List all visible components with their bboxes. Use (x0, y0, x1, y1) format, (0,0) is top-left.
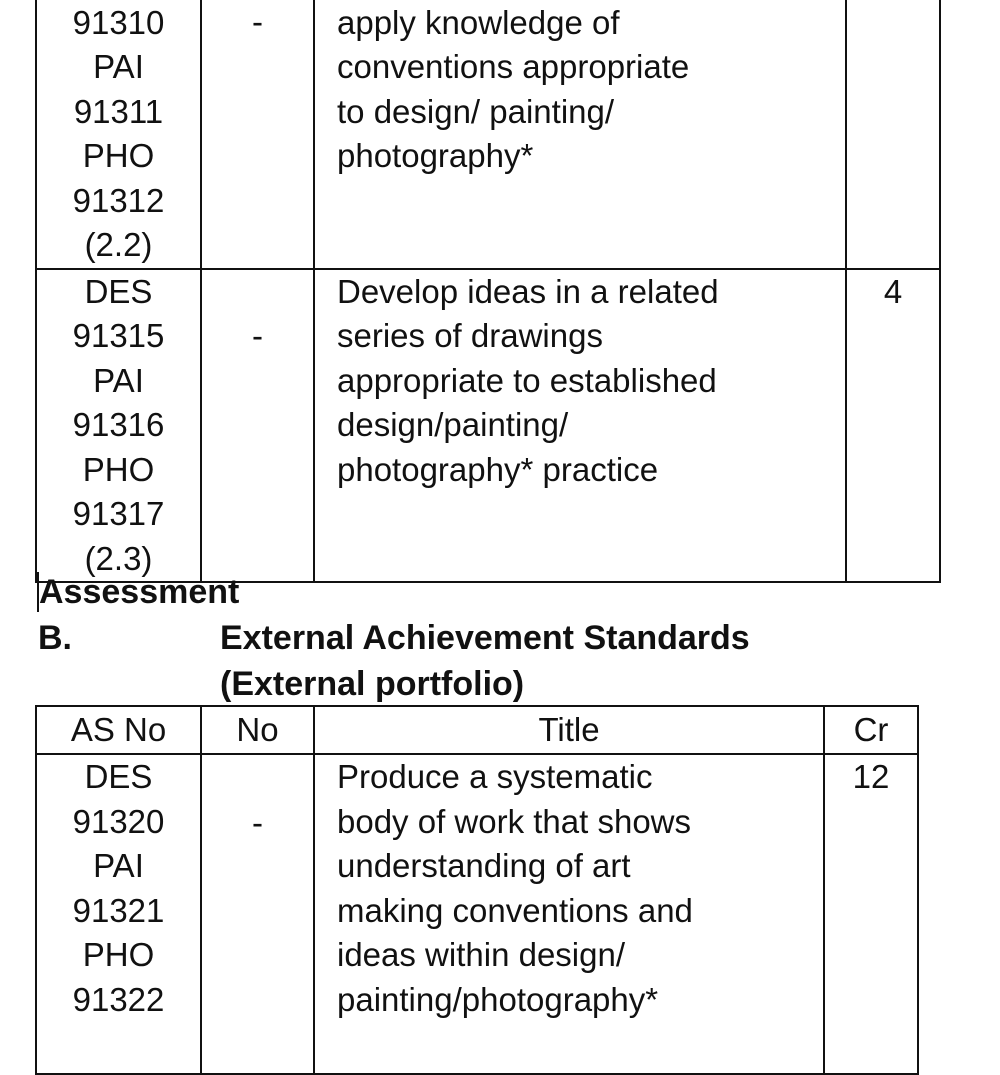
credits-cell: 12 (824, 754, 918, 1074)
title-line: Produce a systematic (337, 758, 653, 795)
title-line: painting/photography* (337, 980, 659, 1018)
as-no-line: DES (84, 758, 153, 795)
as-no-line: PHO (82, 137, 155, 174)
as-no-line: 91320 (72, 802, 165, 840)
title-line: conventions appropriate (337, 48, 690, 85)
credits-cell (846, 0, 940, 269)
assessment-heading: Assessment (39, 573, 240, 611)
as-no-cell (36, 0, 201, 269)
no-cell (201, 0, 314, 269)
table-header-row (36, 706, 918, 754)
no-value: - (252, 316, 263, 354)
no-cell (201, 269, 314, 583)
as-no-line: 91322 (72, 980, 165, 1018)
no-cell (201, 754, 314, 1074)
table-row (36, 269, 940, 583)
as-no-cell (36, 269, 201, 583)
table-row (36, 754, 918, 1074)
title-line: understanding of art (337, 847, 631, 884)
as-no-line: 91317 (72, 495, 165, 532)
as-no-line: (2.3) (84, 539, 153, 577)
as-no-line: 91310 (72, 3, 165, 41)
section-title: External Achievement Standards (220, 619, 750, 657)
title-line: photography* practice (337, 450, 659, 488)
as-no-line: PAI (93, 847, 144, 884)
title-cell (314, 0, 846, 269)
as-no-cell (36, 754, 201, 1074)
section-letter: B. (38, 619, 72, 657)
no-value: - (252, 3, 263, 40)
as-no-line: 91316 (72, 406, 165, 443)
title-line: photography* (337, 137, 534, 174)
header-cr: Cr (824, 706, 918, 754)
title-line: making conventions and (337, 891, 693, 929)
title-line: body of work that shows (337, 802, 692, 840)
as-no-line: 91315 (72, 317, 165, 354)
external-standards-table (35, 705, 919, 1075)
no-value: - (252, 804, 263, 841)
title-cell (314, 269, 846, 583)
internal-standards-table (35, 0, 941, 583)
as-no-line: 91311 (73, 92, 164, 130)
header-as-no: AS No (36, 706, 201, 754)
title-line: to design/ painting/ (337, 92, 615, 130)
section-subtitle: (External portfolio) (220, 665, 525, 703)
as-no-line: 91321 (72, 891, 165, 929)
as-no-line: DES (84, 272, 153, 310)
table-row (36, 0, 940, 269)
as-no-line: PAI (93, 361, 144, 399)
title-line: series of drawings (337, 317, 603, 354)
title-line: apply knowledge of (337, 3, 620, 41)
as-no-line: PHO (82, 450, 155, 488)
header-no: No (201, 706, 314, 754)
title-line: appropriate to established (337, 361, 717, 399)
header-title: Title (314, 706, 824, 754)
credits-cell: 4 (846, 269, 940, 583)
as-no-line: PAI (93, 48, 144, 85)
title-line: Develop ideas in a related (337, 272, 719, 310)
title-cell (314, 754, 824, 1074)
title-line: ideas within design/ (337, 936, 626, 973)
as-no-line: PHO (82, 936, 155, 973)
as-no-line: 91312 (72, 181, 165, 219)
as-no-line: (2.2) (84, 226, 153, 263)
title-line: design/painting/ (337, 406, 569, 443)
